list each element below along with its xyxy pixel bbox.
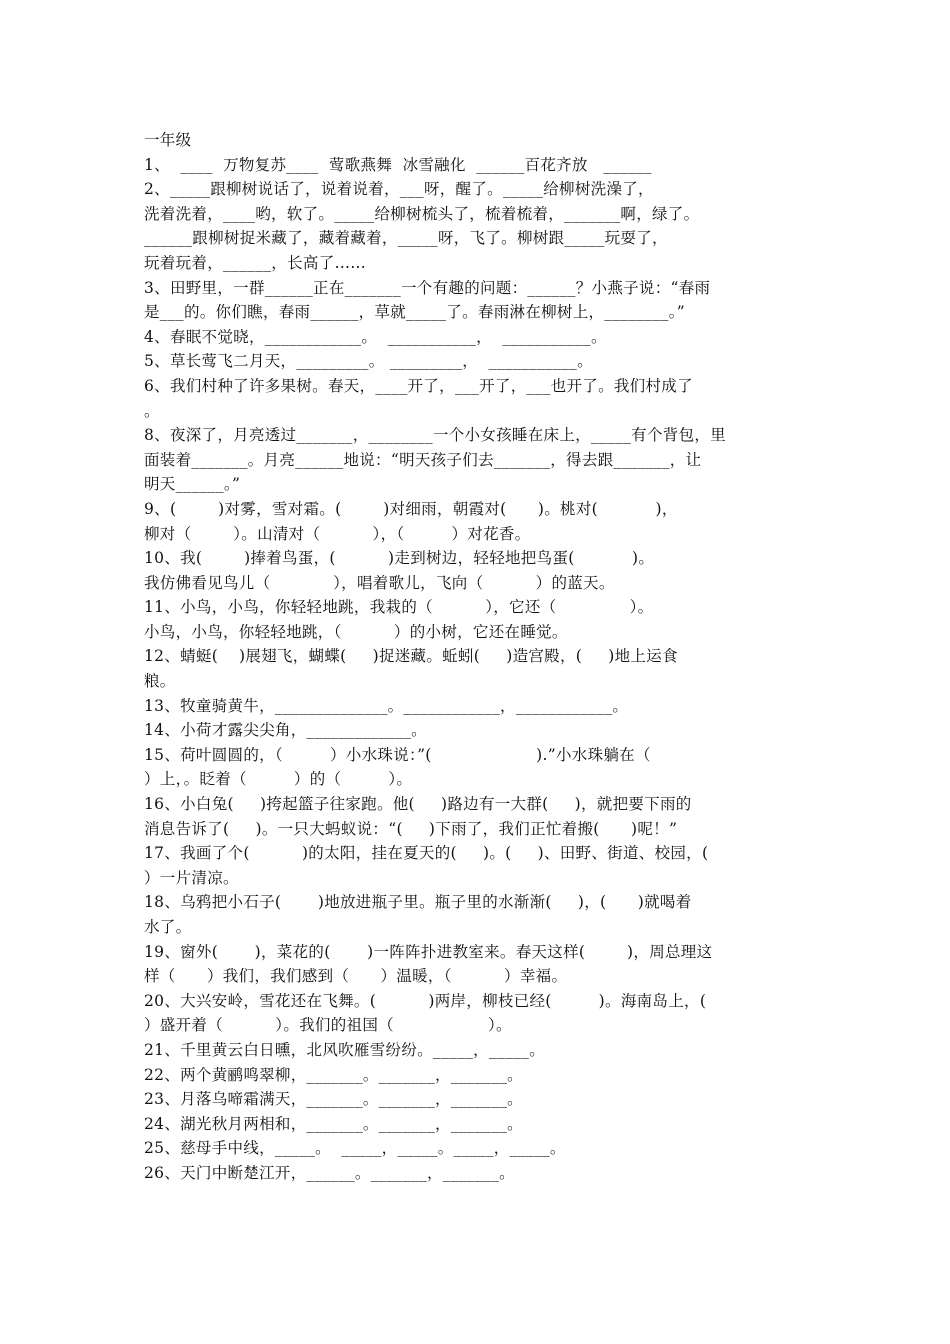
question-line: 消息告诉了( )。一只大蚂蚁说：“( )下雨了，我们正忙着搬( )呢！” <box>144 819 678 838</box>
question-line: 5、草长莺飞二月天，_________。 _________， ___________。 <box>144 352 593 371</box>
question-line: 3、田野里，一群______正在_______一个有趣的问题：______？小燕子说：“春雨 <box>144 278 711 297</box>
question-line: 玩着玩着，______，长高了…… <box>144 253 367 272</box>
question-line: 水了。 <box>144 918 192 936</box>
question-line: 4、春眠不觉晓，____________。 ___________， ___________。 <box>144 327 607 346</box>
worksheet-title: 一年级 <box>144 131 192 149</box>
question-line: ）一片清凉。 <box>144 868 239 887</box>
question-line: 洗着洗着，____哟，软了。_____给柳树梳头了，梳着梳着，_______啊，绿了。 <box>144 204 700 223</box>
question-line: 14、小荷才露尖尖角，_____________。 <box>144 721 427 740</box>
worksheet-content <box>144 128 814 1186</box>
question-line: 16、小白兔( )挎起篮子往家跑。他( )路边有一大群( )，就把要下雨的 <box>144 795 692 814</box>
question-line: 明天______。” <box>144 475 241 494</box>
question-line: 13、牧童骑黄牛，______________。____________，____________。 <box>144 696 629 715</box>
question-line: 25、慈母手中线，_____。 _____，_____。_____，_____。 <box>144 1139 566 1158</box>
question-line: 18、乌鸦把小石子( )地放进瓶子里。瓶子里的水渐渐( )，( )就喝着 <box>144 893 692 912</box>
question-line: 20、大兴安岭，雪花还在飞舞。( )两岸，柳枝已经( )。海南岛上，( <box>144 991 707 1010</box>
question-line: 小鸟，小鸟，你轻轻地跳，（ ）的小树，它还在睡觉。 <box>144 622 568 641</box>
question-line: 6、我们村种了许多果树。春天，____开了，___开了，___也开了。我们村成了 <box>144 376 693 395</box>
question-line: 9、( )对雾，雪对霜。( )对细雨，朝霞对( )。桃对( )， <box>144 499 678 518</box>
question-line: 粮。 <box>144 672 176 691</box>
question-line: ）盛开着（ ）。我们的祖国（ ）。 <box>144 1016 512 1035</box>
question-line: 11、小鸟，小鸟，你轻轻地跳，我栽的（ ），它还（ ）。 <box>144 598 654 617</box>
question-line: 柳对（ ）。山清对（ ），（ ）对花香。 <box>144 524 531 543</box>
question-line: 21、千里黄云白日曛，北风吹雁雪纷纷。_____，_____。 <box>144 1040 546 1059</box>
question-line: 2、_____跟柳树说话了，说着说着，___呀，醒了。_____给柳树洗澡了， <box>144 180 654 199</box>
question-line: 1、 ____ 万物复苏____ 莺歌燕舞 冰雪融化 ______百花齐放 ______ <box>144 155 652 174</box>
question-line: 15、荷叶圆圆的，（ ）小水珠说：”( ).”小水珠躺在（ <box>144 745 651 764</box>
question-line: 10、我( )捧着鸟蛋，( )走到树边，轻轻地把鸟蛋( )。 <box>144 549 655 568</box>
question-line: 26、天门中断楚江开，______。_______，_______。 <box>144 1163 515 1182</box>
question-line: 23、月落乌啼霜满天，_______。_______，_______。 <box>144 1090 523 1109</box>
question-line: 12、蜻蜓( )展翅飞，蝴蝶( )捉迷藏。蚯蚓( )造宫殿，( )地上运食 <box>144 647 678 666</box>
question-line: 样（ ）我们，我们感到（ ）温暖，（ ）幸福。 <box>144 967 568 986</box>
question-line: 22、两个黄鹂鸣翠柳，_______。_______，_______。 <box>144 1065 523 1084</box>
question-line: 24、湖光秋月两相和，_______。_______，_______。 <box>144 1114 523 1133</box>
question-line: 8、夜深了，月亮透过_______，________一个小女孩睡在床上，_____有个背包，里 <box>144 426 726 445</box>
question-line: 。 <box>144 401 160 420</box>
question-line: 我仿佛看见鸟儿（ ），唱着歌儿，飞向（ ）的蓝天。 <box>144 573 615 592</box>
question-line: 17、我画了个( )的太阳，挂在夏天的( )。( )、田野、街道、校园，( <box>144 844 709 863</box>
question-line: 面装着_______。月亮______地说：“明天孩子们去_______，得去跟_______，让 <box>144 450 702 469</box>
question-line: ______跟柳树捉米藏了，藏着藏着，_____呀，飞了。柳树跟_____玩耍了， <box>144 229 668 248</box>
question-line: 是___的。你们瞧，春雨______，草就_____了。春雨淋在柳树上，________。” <box>144 303 685 322</box>
question-line: ）上，。眨着（ ）的（ ）。 <box>144 770 413 789</box>
question-line: 19、窗外( )，菜花的( )一阵阵扑进教室来。春天这样( )，周总理这 <box>144 942 713 961</box>
